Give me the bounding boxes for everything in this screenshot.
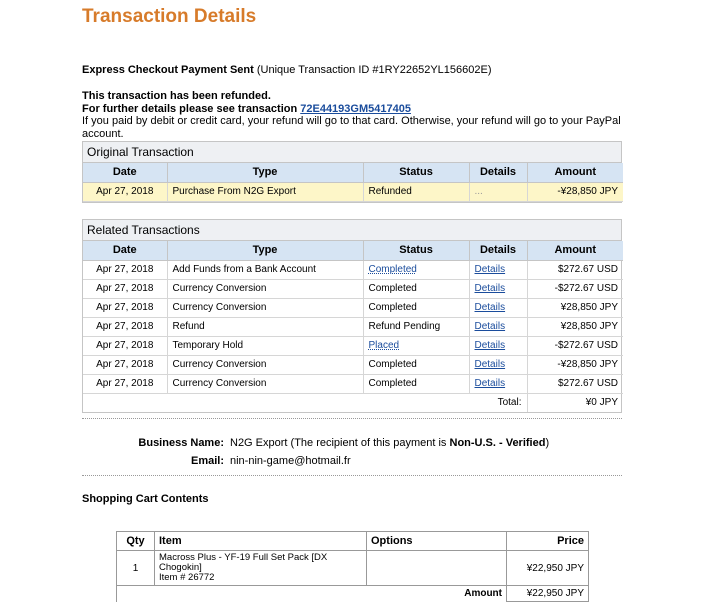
cell-amount: -¥28,850 JPY bbox=[527, 182, 623, 201]
amount-label: Amount bbox=[117, 586, 507, 602]
cell-details bbox=[469, 336, 527, 355]
email-value: nin-nin-game@hotmail.fr bbox=[230, 455, 351, 467]
cell-type: Temporary Hold bbox=[167, 336, 363, 355]
recipient-prefix: (The recipient of this payment is bbox=[290, 437, 447, 449]
details-link[interactable]: Details bbox=[474, 283, 506, 294]
total-row bbox=[83, 393, 623, 412]
business-name-label: Business Name: bbox=[138, 437, 224, 449]
total-label: Total: bbox=[83, 393, 527, 412]
col-price: Price bbox=[507, 532, 589, 551]
amount-row bbox=[117, 586, 589, 602]
cell-type: Currency Conversion bbox=[167, 374, 363, 393]
shopping-cart-title: Shopping Cart Contents bbox=[82, 493, 209, 505]
cell-date: Apr 27, 2018 bbox=[83, 279, 167, 298]
cell-type: Currency Conversion bbox=[167, 355, 363, 374]
cart-item-row bbox=[117, 551, 589, 586]
col-options: Options bbox=[367, 532, 507, 551]
section-divider bbox=[82, 475, 622, 476]
table-row bbox=[83, 279, 623, 298]
cell-type: Currency Conversion bbox=[167, 298, 363, 317]
col-item: Item bbox=[155, 532, 367, 551]
business-name-value bbox=[230, 437, 549, 449]
cell-status: Refund Pending bbox=[363, 317, 469, 336]
status-completed-link[interactable]: Completed bbox=[368, 264, 417, 275]
total-value: ¥0 JPY bbox=[585, 397, 618, 409]
item-name-line1: Macross Plus - YF-19 Full Set Pack [DX bbox=[159, 552, 328, 563]
cell-date: Apr 27, 2018 bbox=[83, 355, 167, 374]
details-link[interactable]: Details bbox=[474, 340, 506, 351]
original-transaction-table bbox=[83, 163, 623, 202]
cell-amount: -¥28,850 JPY bbox=[527, 355, 623, 374]
col-date: Date bbox=[83, 241, 167, 260]
cell-date: Apr 27, 2018 bbox=[83, 336, 167, 355]
refund-notice bbox=[82, 90, 622, 140]
cell-qty: 1 bbox=[117, 551, 155, 586]
col-type: Type bbox=[167, 241, 363, 260]
original-transaction-header: Original Transaction bbox=[83, 142, 621, 163]
refund-transaction-link[interactable]: 72E44193GM5417405 bbox=[300, 102, 411, 115]
cell-amount: -$272.67 USD bbox=[527, 336, 623, 355]
cell-date: Apr 27, 2018 bbox=[83, 260, 167, 279]
cell-status bbox=[363, 336, 469, 355]
col-amount: Amount bbox=[527, 241, 623, 260]
page-title: Transaction Details bbox=[82, 6, 257, 27]
cell-amount: $272.67 USD bbox=[527, 374, 623, 393]
col-qty: Qty bbox=[117, 532, 155, 551]
col-details: Details bbox=[469, 241, 527, 260]
cell-status: Completed bbox=[363, 374, 469, 393]
col-details: Details bbox=[469, 163, 527, 182]
details-link[interactable]: Details bbox=[474, 359, 506, 370]
cell-status: Completed bbox=[363, 355, 469, 374]
col-type: Type bbox=[167, 163, 363, 182]
table-row bbox=[83, 298, 623, 317]
cell-type: Currency Conversion bbox=[167, 279, 363, 298]
col-status: Status bbox=[363, 241, 469, 260]
amount-value: ¥22,950 JPY bbox=[507, 586, 589, 602]
cell-type: Add Funds from a Bank Account bbox=[167, 260, 363, 279]
original-transaction-box bbox=[82, 141, 622, 203]
transaction-id: (Unique Transaction ID #1RY22652YL156602E) bbox=[256, 64, 492, 76]
related-transactions-header: Related Transactions bbox=[83, 220, 621, 241]
cell-details bbox=[469, 279, 527, 298]
cell-details bbox=[469, 298, 527, 317]
cell-type: Purchase From N2G Export bbox=[167, 182, 363, 201]
email-label: Email: bbox=[190, 455, 224, 467]
refund-details-prefix: For further details please see transaction bbox=[82, 102, 298, 115]
cell-price: ¥22,950 JPY bbox=[507, 551, 589, 586]
col-date: Date bbox=[83, 163, 167, 182]
related-transactions-table bbox=[83, 241, 623, 412]
cell-date: Apr 27, 2018 bbox=[83, 374, 167, 393]
details-link[interactable]: Details bbox=[474, 264, 506, 275]
table-row bbox=[83, 355, 623, 374]
item-name-line2: Chogokin] bbox=[159, 562, 202, 573]
table-row bbox=[83, 182, 623, 201]
cell-date: Apr 27, 2018 bbox=[83, 182, 167, 201]
cell-details bbox=[469, 374, 527, 393]
cell-status: Completed bbox=[363, 298, 469, 317]
table-row bbox=[83, 260, 623, 279]
cell-type: Refund bbox=[167, 317, 363, 336]
table-row bbox=[83, 317, 623, 336]
recipient-status: Non-U.S. - Verified bbox=[449, 437, 546, 449]
col-status: Status bbox=[363, 163, 469, 182]
table-row bbox=[83, 336, 623, 355]
cell-amount: ¥28,850 JPY bbox=[527, 298, 623, 317]
details-link[interactable]: Details bbox=[474, 302, 506, 313]
cell-status: Completed bbox=[363, 279, 469, 298]
related-transactions-box bbox=[82, 219, 622, 413]
col-amount: Amount bbox=[527, 163, 623, 182]
cell-details bbox=[469, 260, 527, 279]
cell-details: ... bbox=[469, 182, 527, 201]
status-placed-link[interactable]: Placed bbox=[368, 340, 400, 351]
cell-details bbox=[469, 317, 527, 336]
cell-date: Apr 27, 2018 bbox=[83, 317, 167, 336]
cell-amount: -$272.67 USD bbox=[527, 279, 623, 298]
shopping-cart-table bbox=[116, 531, 589, 602]
cell-details bbox=[469, 355, 527, 374]
details-link[interactable]: Details bbox=[474, 378, 506, 389]
payment-type-heading: Express Checkout Payment Sent bbox=[82, 64, 254, 76]
cell-item bbox=[155, 551, 367, 586]
cell-amount: ¥28,850 JPY bbox=[527, 317, 623, 336]
table-row bbox=[83, 374, 623, 393]
cell-status: Refunded bbox=[363, 182, 469, 201]
details-link[interactable]: Details bbox=[474, 321, 506, 332]
cell-options bbox=[367, 551, 507, 586]
recipient-suffix: ) bbox=[545, 437, 550, 449]
cell-date: Apr 27, 2018 bbox=[83, 298, 167, 317]
item-number: Item # 26772 bbox=[159, 572, 215, 583]
refund-notice-line1: This transaction has been refunded. bbox=[82, 90, 271, 102]
cell-status bbox=[363, 260, 469, 279]
refund-notice-line3: If you paid by debit or credit card, your refund will go to that card. Otherwise, your refund will go to your PayPal account. bbox=[82, 115, 621, 140]
refund-notice-line2 bbox=[82, 103, 622, 116]
section-divider bbox=[82, 418, 622, 419]
business-name: N2G Export bbox=[230, 437, 288, 449]
payment-summary bbox=[82, 64, 622, 76]
cell-amount: $272.67 USD bbox=[527, 260, 623, 279]
